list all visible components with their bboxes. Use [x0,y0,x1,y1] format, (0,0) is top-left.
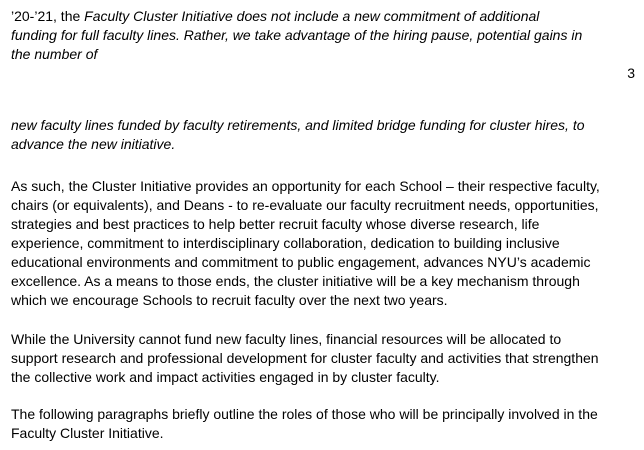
paragraph-line [11,7,635,26]
italic-text-run: Faculty Cluster Initiative does not include a new commitment of additional [84,8,540,24]
paragraph-line: While the University cannot fund new faculty lines, financial resources will be allocated to [11,331,562,347]
paragraph-line: experience, commitment to interdisciplinary collaboration, dedication to building inclusive [11,235,560,251]
paragraph-line: As such, the Cluster Initiative provides an opportunity for each School – their respective faculty, [11,178,600,194]
paragraph-line: chairs (or equivalents), and Deans - to re-evaluate our faculty recruitment needs, opportunities, [11,197,599,213]
paragraph-line: Faculty Cluster Initiative. [11,425,164,441]
italic-text-run: funding for full faculty lines. Rather, we take advantage of the hiring pause, potential gains in [11,27,583,43]
page-number: 3 [627,65,635,81]
paragraph-line: excellence. As a means to those ends, the cluster initiative will be a key mechanism through [11,273,580,289]
paragraph-roles-outline [11,405,635,443]
paragraph-continuation [11,116,635,154]
paragraph-line: support research and professional development for cluster faculty and activities that strengthen [11,350,599,366]
paragraph-cluster-opportunity [11,177,635,310]
paragraph-line: which we encourage Schools to recruit faculty over the next two years. [11,292,448,308]
text-run: ’20-’21, the [11,8,85,24]
paragraph-line: the collective work and impact activities engaged in by cluster faculty. [11,369,440,385]
paragraph-line: strategies and best practices to help better recruit faculty whose diverse research, life [11,216,540,232]
italic-text-run: the number of [11,46,98,62]
paragraph-intro [11,7,635,64]
italic-text-run: advance the new initiative. [11,136,176,152]
italic-text-run: new faculty lines funded by faculty retirements, and limited bridge funding for cluster hires, to [11,117,585,133]
paragraph-line: The following paragraphs briefly outline the roles of those who will be principally involved in the [11,406,598,422]
paragraph-line: educational environments and commitment to public engagement, advances NYU’s academic [11,254,591,270]
paragraph-financial-resources [11,330,635,387]
